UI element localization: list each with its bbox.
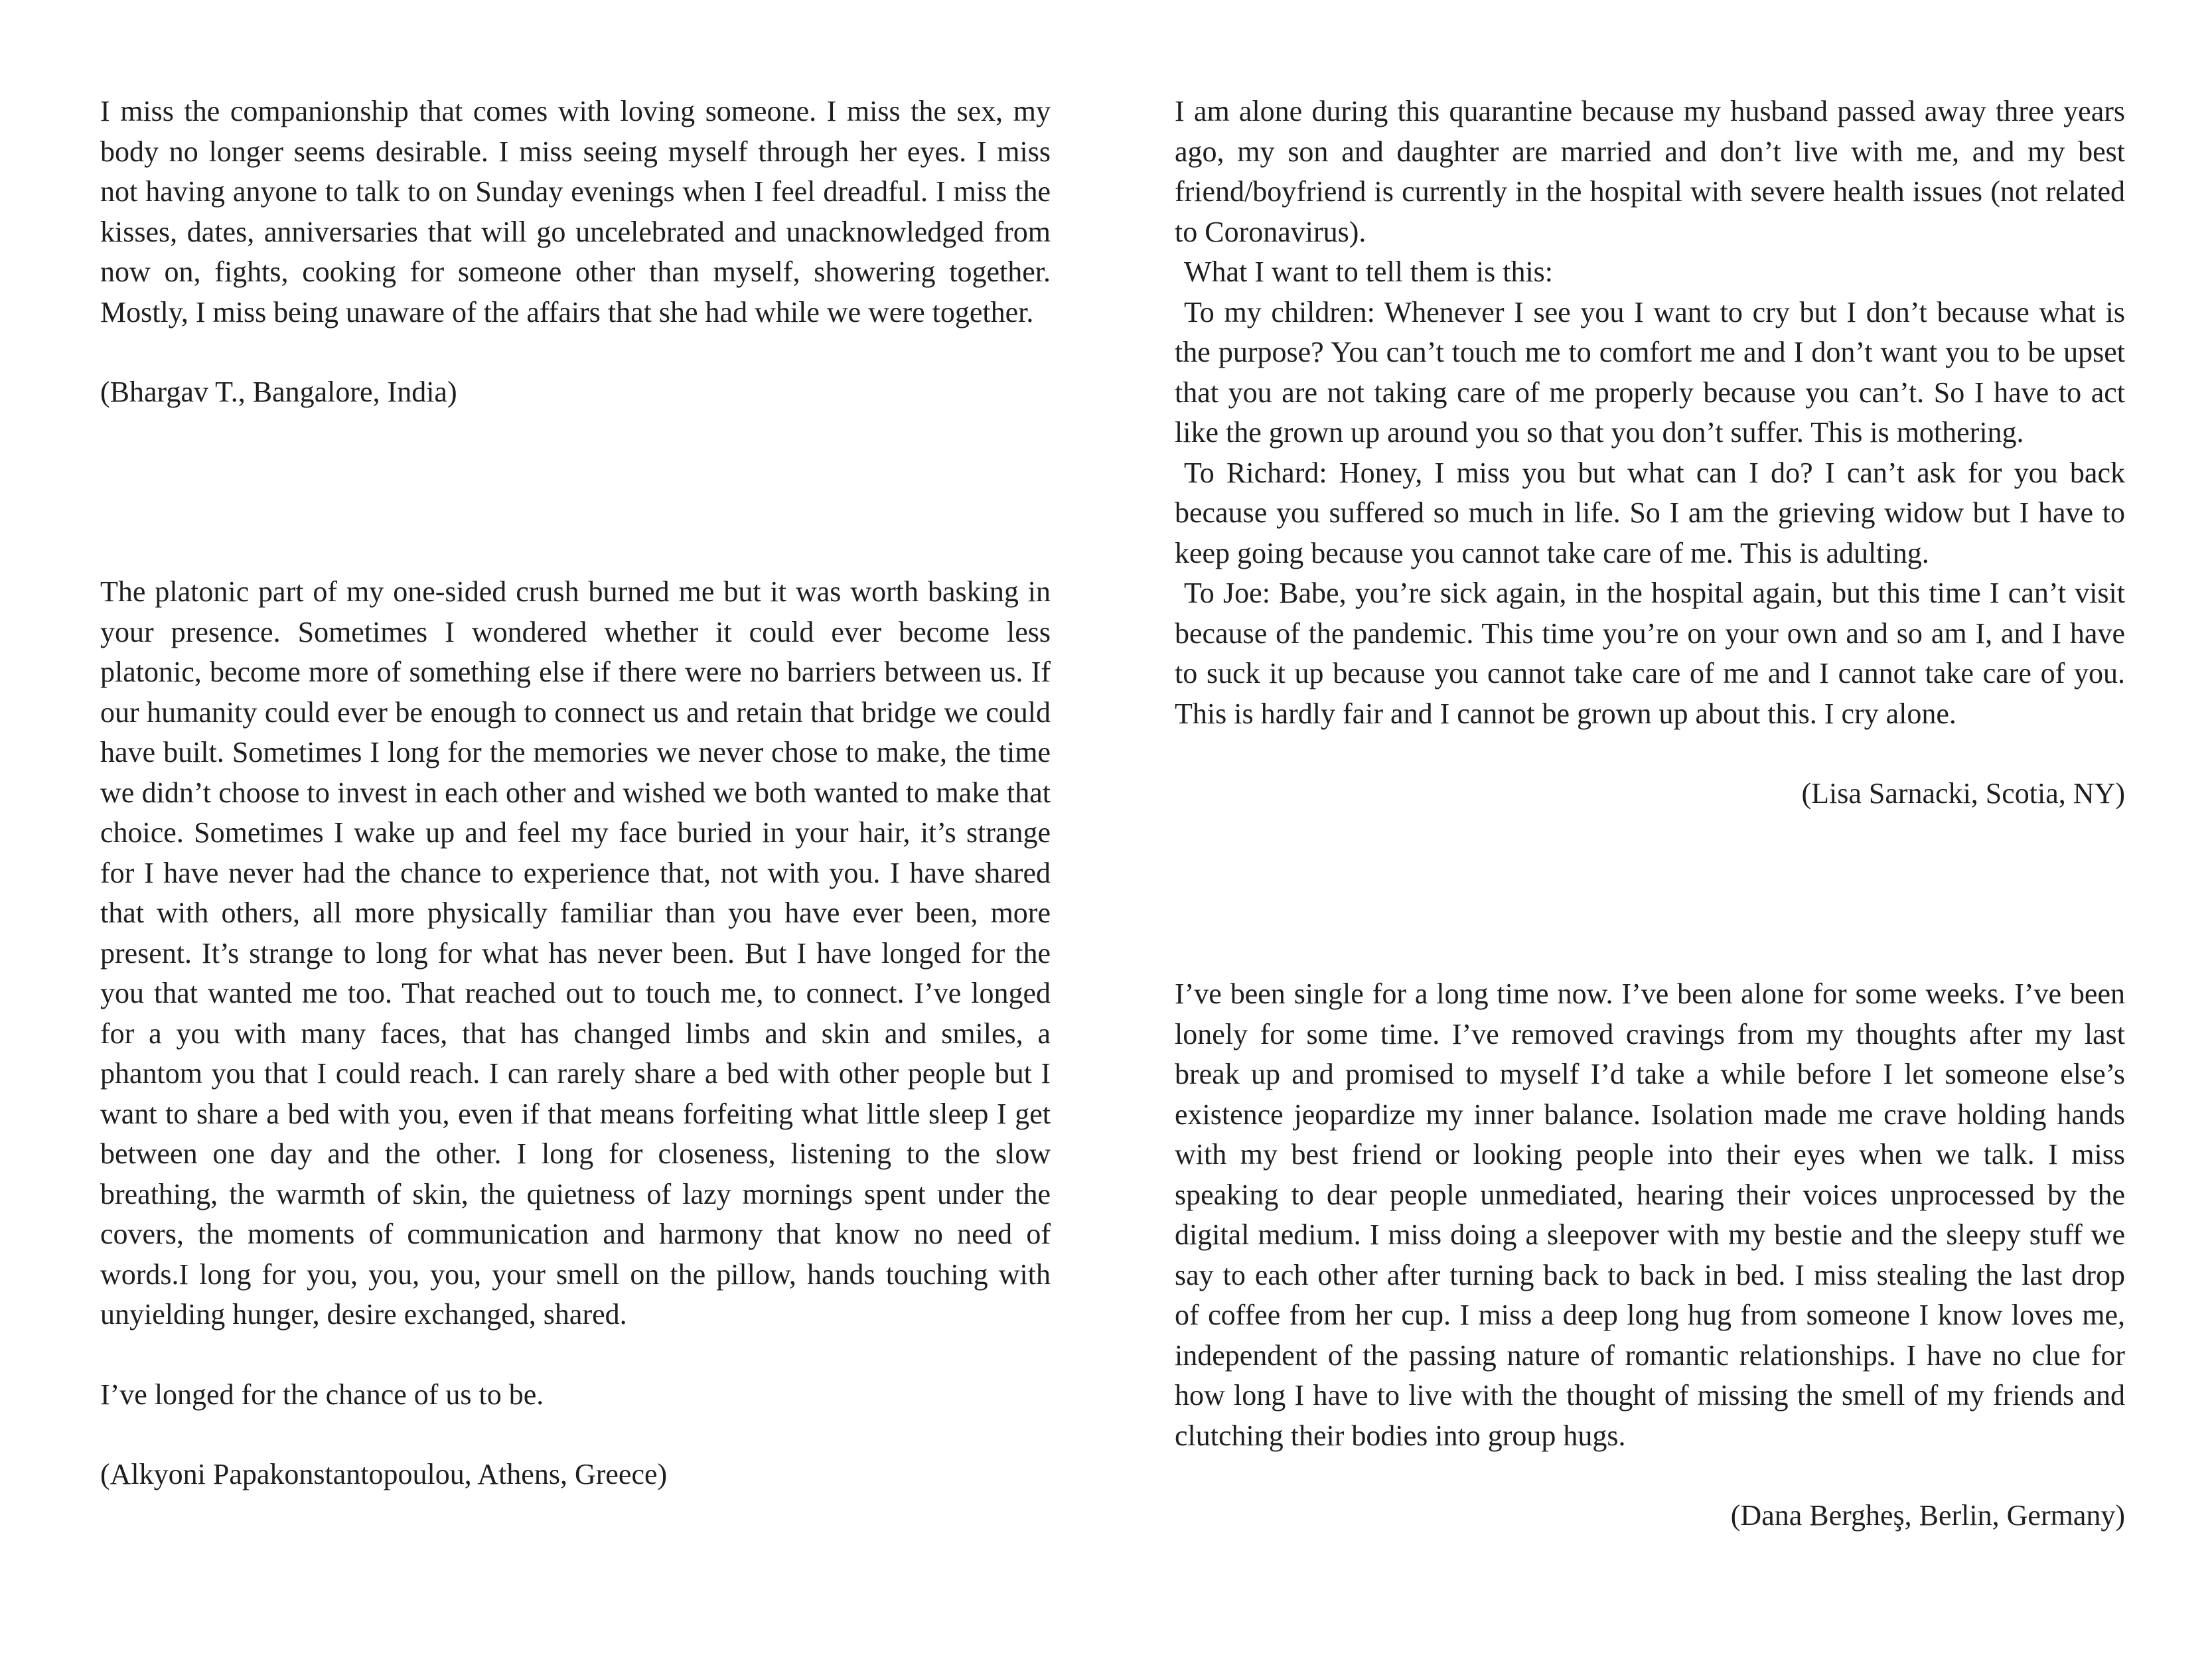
testimony-lead-in: What I want to tell them is this: <box>1184 255 1554 288</box>
testimony-lisa <box>1175 92 2125 814</box>
testimony-text: I miss the companionship that comes with loving someone. I miss the sex, my body no longer seems desirable. I miss seeing myself through her eyes. I miss not having anyone to talk to on Sunday evenings when I feel dreadful. I miss the kisses, dates, anniversaries that will go uncelebrated and unacknowledged from now on, fights, cooking for someone other than myself, showering together. Mostly, I miss being unaware of the affairs that she had while we were together. <box>100 95 1051 328</box>
testimony-text: I’ve been single for a long time now. I’ve been alone for some weeks. I’ve been lonely for some time. I’ve removed cravings from my thoughts after my last break up and promised to myself I’d take a while before I let someone else’s existence jeopardize my inner balance. Isolation made me crave holding hands with my best friend or looking people into their eyes when we talk. I miss speaking to dear people unmediated, hearing their voices unprocessed by the digital medium. I miss doing a sleepover with my bestie and the sleepy stuff we say to each other after turning back to back in bed. I miss stealing the last drop of coffee from her cup. I miss a deep long hug from someone I know loves me, independent of the passing nature of romantic relationships. I have no clue for how long I have to live with the thought of missing the smell of my friends and clutching their bodies into group hugs. <box>1175 977 2125 1452</box>
testimony-closing-line: I’ve longed for the chance of us to be. <box>100 1378 544 1411</box>
letter-to-joe: To Joe: Babe, you’re sick again, in the hospital again, but this time I can’t visit because of the pandemic. This time you’re on your own and so am I, and I have to suck it up because you cannot take care of me and I cannot take care of you. This is hardly fair and I cannot be grown up about this. I cry alone. <box>1175 577 2125 730</box>
letter-to-richard: To Richard: Honey, I miss you but what can I do? I can’t ask for you back because you suffered so much in life. So I am the grieving widow but I have to keep going because you cannot take care of me. This is adulting. <box>1175 456 2125 569</box>
letter-to-children: To my children: Whenever I see you I want to cry but I don’t because what is the purpose? You can’t touch me to comfort me and I don’t want you to be upset that you are not taking care of me properly because you can’t. So I have to act like the grown up around you so that you don’t suffer. This is mothering. <box>1175 295 2125 449</box>
testimony-credit: (Alkyoni Papakonstantopoulou, Athens, Greece) <box>100 1458 668 1490</box>
testimony-intro: I am alone during this quarantine because my husband passed away three years ago, my son and daughter are married and don’t live with me, and my best friend/boyfriend is currently in the hospital with severe health issues (not related to Coronavirus). <box>1175 95 2125 248</box>
testimony-credit: (Lisa Sarnacki, Scotia, NY) <box>1801 777 2125 810</box>
testimony-text: The platonic part of my one-sided crush burned me but it was worth basking in your presence. Sometimes I wondered whether it could ever become less platonic, become more of something else if there were no barriers between us. If our humanity could ever be enough to connect us and retain that bridge we could have built. Sometimes I long for the memories we never chose to make, the time we didn’t choose to invest in each other and wished we both wanted to make that choice. Sometimes I wake up and feel my face buried in your hair, it’s strange for I have never had the chance to experience that, not with you. I have shared that with others, all more physically familiar than you have ever been, more present. It’s strange to long for what has never been. But I have longed for the you that wanted me too. That reached out to touch me, to connect. I’ve longed for a you with many faces, that has changed limbs and skin and smiles, a phantom you that I could reach. I can rarely share a bed with other people but I want to share a bed with you, even if that means forfeiting what little sleep I get between one day and the other. I long for closeness, listening to the slow breathing, the warmth of skin, the quietness of lazy mornings spent under the covers, the moments of communication and harmony that know no need of words.I long for you, you, you, your smell on the pillow, hands touching with unyielding hunger, desire exchanged, shared. <box>100 575 1051 1331</box>
testimony-dana <box>1175 974 2125 1536</box>
testimony-bhargav <box>100 92 1051 413</box>
testimony-credit: (Dana Bergheş, Berlin, Germany) <box>1730 1499 2125 1532</box>
testimony-credit: (Bhargav T., Bangalore, India) <box>100 376 457 408</box>
testimony-alkyoni <box>100 572 1051 1495</box>
